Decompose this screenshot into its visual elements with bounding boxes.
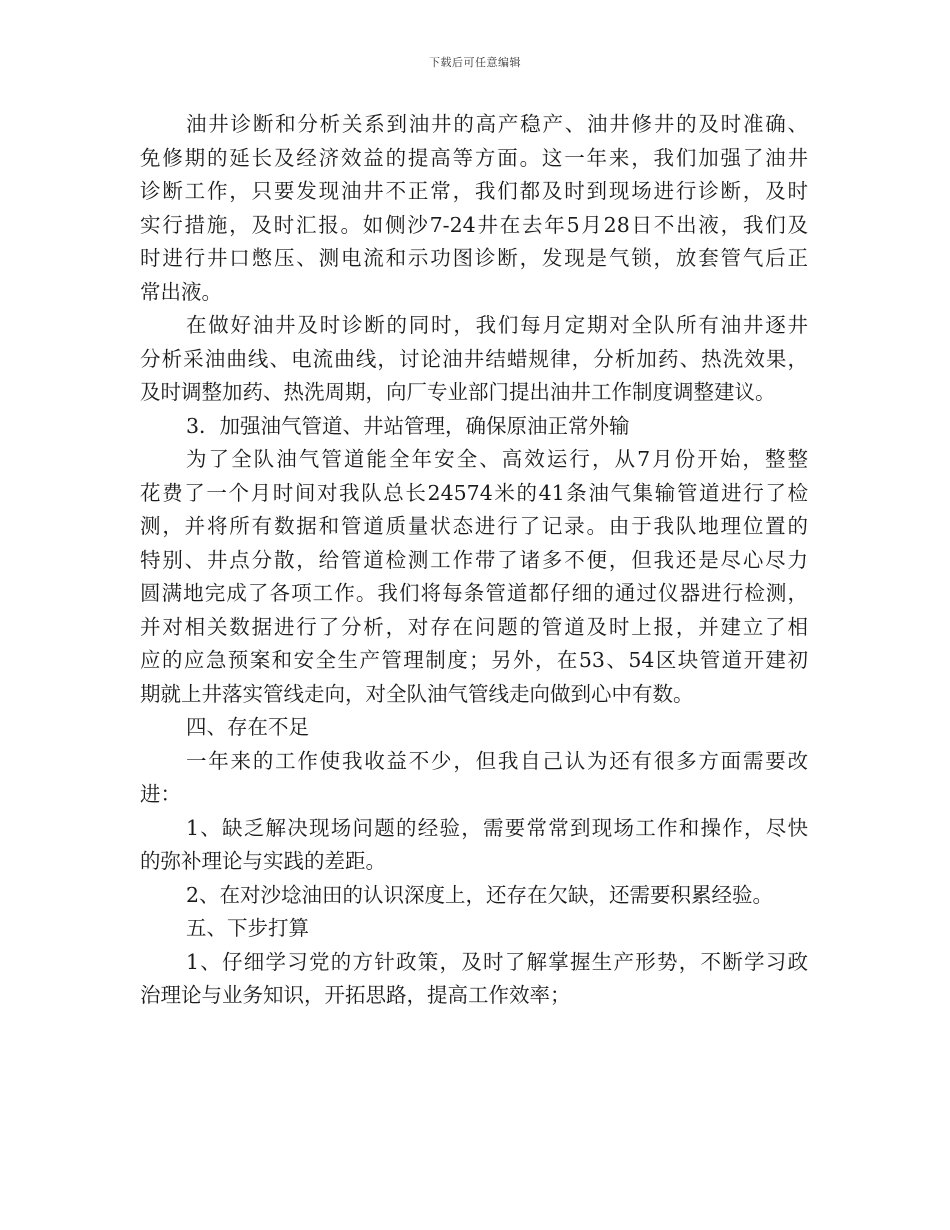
- text-line: 进：: [140, 782, 181, 806]
- text-line: 一年来的工作使我收益不少，但我自己认为还有很多方面需要改: [186, 748, 808, 773]
- text-line: 四、存在不足: [186, 715, 309, 739]
- text-line: 的弥补理论与实践的差距。: [140, 849, 386, 873]
- text-line: 圆满地完成了各项工作。我们将每条管道都仔细的通过仪器进行检测，: [140, 581, 808, 605]
- text-line: 及时调整加药、热洗周期，向厂专业部门提出油井工作制度调整建议。: [140, 380, 776, 404]
- text-line: 1、仔细学习党的方针政策，及时了解掌握生产形势，不断学习政: [186, 949, 808, 974]
- text-line: 五、下步打算: [186, 916, 309, 940]
- text-line: 免修期的延长及经济效益的提高等方面。这一年来，我们加强了油井: [140, 145, 808, 170]
- text-line: 在做好油井及时诊断的同时，我们每月定期对全队所有油井逐井: [186, 313, 808, 337]
- text-line: 应的应急预案和安全生产管理制度；另外，在53、54区块管道开建初: [140, 648, 808, 672]
- text-line: 常出液。: [140, 279, 222, 304]
- page-header: 下载后可任意编辑: [429, 56, 521, 69]
- text-line: 分析采油曲线、电流曲线，讨论油井结蜡规律，分析加药、热洗效果，: [140, 346, 808, 371]
- text-line: 花费了一个月时间对我队总长24574米的41条油气集输管道进行了检: [140, 480, 808, 505]
- text-line: 2、在对沙埝油田的认识深度上，还存在欠缺，还需要积累经验。: [186, 882, 774, 907]
- text-line: 实行措施，及时汇报。如侧沙7-24井在去年5月28日不出液，我们及: [140, 212, 808, 237]
- text-line: 1、缺乏解决现场问题的经验，需要常常到现场工作和操作，尽快: [186, 815, 808, 840]
- text-line: 并对相关数据进行了分析，对存在问题的管道及时上报，并建立了相: [140, 614, 808, 639]
- text-line: 时进行井口憋压、测电流和示功图诊断，发现是气锁，放套管气后正: [140, 246, 808, 270]
- text-line: 为了全队油气管道能全年安全、高效运行，从7月份开始，整整: [186, 447, 808, 471]
- text-line: 期就上井落实管线走向，对全队油气管线走向做到心中有数。: [140, 681, 694, 706]
- text-line: 治理论与业务知识，开拓思路，提高工作效率；: [140, 983, 571, 1007]
- text-line: 诊断工作，只要发现油井不正常，我们都及时到现场进行诊断，及时: [140, 179, 808, 203]
- text-line: 3．加强油气管道、井站管理，确保原油正常外输: [186, 413, 630, 438]
- document-body: [140, 108, 808, 1013]
- text-line: 油井诊断和分析关系到油井的高产稳产、油井修井的及时准确、: [186, 112, 808, 136]
- text-line: 测，并将所有数据和管道质量状态进行了记录。由于我队地理位置的: [140, 514, 808, 538]
- text-line: 特别、井点分散，给管道检测工作带了诸多不便，但我还是尽心尽力: [140, 547, 808, 572]
